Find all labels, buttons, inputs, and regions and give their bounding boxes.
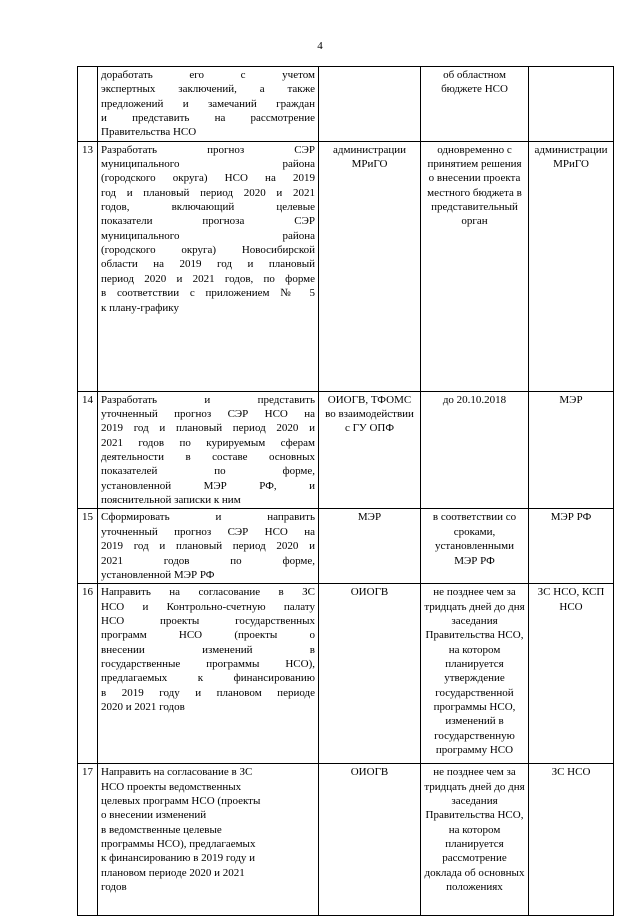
deadline-cell: не позднее чем за тридцать дней до дня заседания Правительства НСО, на котором планируется утверждение государственной программы НСО, изменений в государственную программу НСО (421, 584, 529, 764)
row-number (78, 67, 98, 142)
responsible-cell: ОИОГВ, ТФОМС во взаимодействии с ГУ ОПФ (319, 391, 421, 509)
task-line: период 2020 и 2021 годов, по форме (101, 272, 315, 285)
deadline-cell: до 20.10.2018 (421, 391, 529, 509)
task-line: год и плановый период 2020 и 2021 (101, 186, 315, 199)
task-line: предлагаемых к финансированию (101, 672, 315, 685)
responsible-cell (319, 67, 421, 142)
deadline-cell: одновременно с принятием решения о внесении проекта местного бюджета в представительный орган (421, 141, 529, 391)
deadline-cell: не позднее чем за тридцать дней до дня заседания Правительства НСО, на котором планируется рассмотрение доклада об основных положениях (421, 764, 529, 916)
task-line: о внесении изменений (101, 809, 207, 822)
task-line: целевых программ НСО (проекты (101, 794, 261, 807)
task-line: НСО проекты ведомственных (101, 780, 242, 793)
task-cell (98, 391, 319, 509)
task-line: 2021 годов по форме, (101, 554, 315, 567)
task-cell (98, 509, 319, 584)
page-number: 4 (317, 40, 323, 52)
task-line: в ведомственные целевые (101, 823, 222, 836)
row-number: 16 (78, 584, 98, 764)
task-line: в соответствии с приложением № 5 (101, 287, 315, 300)
task-line: Сформировать и направить (101, 511, 315, 524)
task-line: Разработать и представить (101, 393, 315, 406)
task-line: Разработать прогноз СЭР (101, 143, 315, 156)
task-line: предложений и замечаний граждан (101, 97, 315, 110)
recipient-cell: МЭР РФ (529, 509, 614, 584)
row-number: 13 (78, 141, 98, 391)
task-line: пояснительной записки к ним (101, 494, 241, 507)
recipient-cell: МЭР (529, 391, 614, 509)
task-line: муниципального района (101, 229, 315, 242)
task-line: годов, включающий целевые (101, 201, 315, 214)
task-line: (городского округа) НСО на 2019 (101, 172, 315, 185)
table-row (78, 584, 614, 764)
task-line: плановом периоде 2020 и 2021 (101, 866, 245, 879)
task-line: в 2019 году и плановом периоде (101, 686, 315, 699)
recipient-cell: ЗС НСО (529, 764, 614, 916)
responsible-cell: администрации МРиГО (319, 141, 421, 391)
task-line: к финансированию в 2019 году и (101, 852, 256, 865)
deadline-cell: об областном бюджете НСО (421, 67, 529, 142)
responsible-cell: МЭР (319, 509, 421, 584)
table-row (78, 141, 614, 391)
task-line: области на 2019 год и плановый (101, 258, 315, 271)
recipient-cell: ЗС НСО, КСП НСО (529, 584, 614, 764)
recipient-cell: администрации МРиГО (529, 141, 614, 391)
row-number: 14 (78, 391, 98, 509)
task-line: (городского округа) Новосибирской (101, 244, 315, 257)
task-cell (98, 584, 319, 764)
task-line: 2019 год и плановый период 2020 и (101, 540, 315, 553)
task-line: годов (101, 880, 127, 893)
task-line: установленной МЭР РФ, и (101, 479, 315, 492)
responsible-cell: ОИОГВ (319, 584, 421, 764)
task-line: и представить на рассмотрение (101, 112, 315, 125)
task-line: 2021 годов по курируемым сферам (101, 436, 315, 449)
table-row (78, 67, 614, 142)
task-line: доработать его с учетом (101, 69, 315, 81)
task-line: программ НСО (проекты о (101, 629, 315, 642)
task-line: Правительства НСО (101, 126, 197, 139)
task-line: 2019 год и плановый период 2020 и (101, 422, 315, 435)
task-line: государственные программы НСО), (101, 657, 315, 670)
task-line: муниципального района (101, 158, 315, 171)
responsible-cell: ОИОГВ (319, 764, 421, 916)
task-line: показателей по форме, (101, 465, 315, 478)
task-line: НСО проекты государственных (101, 614, 315, 627)
task-line: НСО и Контрольно-счетную палату (101, 600, 315, 613)
task-cell (98, 67, 319, 142)
deadline-cell: в соответствии со сроками, установленными МЭР РФ (421, 509, 529, 584)
action-plan-table (77, 66, 614, 916)
task-line: экспертных заключений, а также (101, 83, 315, 96)
task-line: уточненный прогноз СЭР НСО на (101, 525, 315, 538)
task-line: деятельности в составе основных (101, 451, 315, 464)
table-body (78, 67, 614, 916)
task-line: показатели прогноза СЭР (101, 215, 315, 228)
task-line: установленной МЭР РФ (101, 568, 215, 581)
task-cell (98, 764, 319, 916)
task-line: к плану-графику (101, 301, 179, 314)
task-line: Направить на согласование в ЗС (101, 766, 253, 779)
task-cell (98, 141, 319, 391)
task-line: 2020 и 2021 годов (101, 700, 185, 713)
recipient-cell (529, 67, 614, 142)
table-row (78, 509, 614, 584)
table-row (78, 764, 614, 916)
row-number: 15 (78, 509, 98, 584)
table-row (78, 391, 614, 509)
row-number: 17 (78, 764, 98, 916)
task-line: уточненный прогноз СЭР НСО на (101, 408, 315, 421)
task-line: программы НСО), предлагаемых (101, 837, 256, 850)
task-line: внесении изменений в (101, 643, 315, 656)
task-line: Направить на согласование в ЗС (101, 586, 315, 599)
